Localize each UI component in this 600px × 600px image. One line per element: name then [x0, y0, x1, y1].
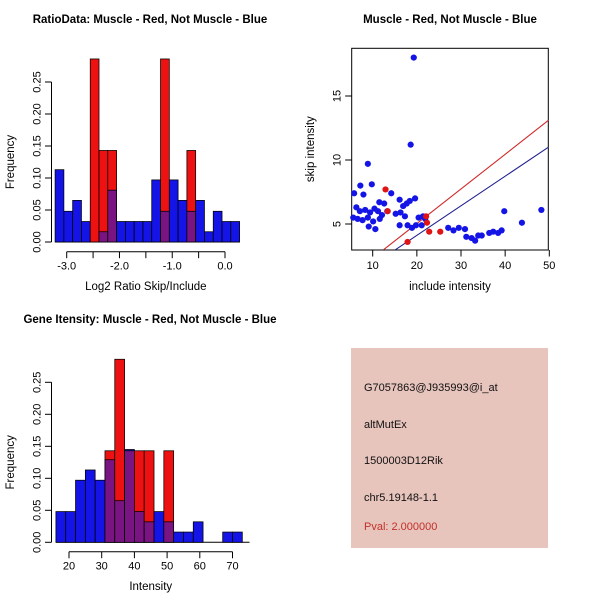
gene-histogram-title: Gene Itensity: Muscle - Red, Not Muscle - Blue: [23, 314, 277, 326]
scatter-point-blue: [351, 190, 357, 196]
scatter-point-blue: [377, 216, 383, 222]
y-tick-label: 10: [331, 153, 344, 167]
hist-bar-blue: [233, 532, 243, 542]
scatter-point-blue: [499, 227, 505, 233]
scatter-point-blue: [400, 203, 406, 209]
hist-bar-blue: [134, 222, 143, 242]
intensity-scatter: [300, 0, 600, 300]
x-tick-label: -1.0: [162, 260, 182, 273]
y-tick-label: 0.05: [31, 499, 44, 522]
hist-bar-blue: [85, 470, 95, 542]
scatter-point-blue: [501, 208, 507, 214]
hist-bar-blue: [222, 222, 231, 242]
scatter-point-blue: [366, 223, 372, 229]
scatter-point-blue: [456, 225, 462, 231]
y-tick-label: 0.00: [31, 531, 44, 554]
scatter-point-red: [385, 208, 391, 214]
x-tick-label: -3.0: [57, 260, 77, 273]
scatter-point-blue: [359, 217, 365, 223]
scatter-point-blue: [360, 191, 366, 197]
probe-id-text: G7057863@J935993@i_at: [364, 382, 498, 394]
x-tick-label: 60: [193, 560, 206, 573]
y-tick-label: 0.15: [31, 135, 44, 157]
hist-bar-blue: [223, 532, 233, 542]
hist-bar-blue: [193, 522, 203, 542]
y-tick-label: 5: [331, 220, 344, 228]
scatter-point-blue: [479, 232, 485, 238]
y-tick-label: 0.05: [31, 199, 44, 221]
x-tick-label: 70: [226, 560, 239, 573]
hist-bar-overlap: [161, 211, 170, 242]
gene-intensity-histogram: [0, 300, 300, 600]
hist-bar-blue: [125, 222, 134, 242]
hist-bar-overlap: [134, 512, 144, 543]
scatter-point-blue: [411, 55, 417, 61]
hist-bar-overlap: [164, 522, 174, 542]
hist-bar-blue: [183, 532, 193, 542]
hist-bar-blue: [213, 211, 222, 242]
scatter-point-blue: [407, 198, 413, 204]
y-tick-label: 0.15: [31, 435, 44, 458]
hist-bar-blue: [81, 222, 90, 242]
hist-bar-blue: [143, 222, 152, 242]
scatter-point-red: [426, 229, 432, 235]
x-tick-label: 40: [499, 260, 512, 272]
x-tick-label: 20: [410, 260, 423, 272]
x-tick-label: 0.0: [217, 260, 233, 273]
fit-line-blue: [396, 147, 549, 249]
hist-bar-blue: [154, 512, 164, 543]
y-tick-label: 15: [331, 89, 344, 103]
scatter-point-blue: [419, 222, 425, 228]
scatter-point-red: [382, 186, 388, 192]
pval-text: Pval: 2.000000: [364, 521, 438, 533]
x-axis-label: Intensity: [129, 581, 173, 593]
x-axis-label: include intensity: [409, 281, 491, 293]
x-tick-label: 20: [62, 560, 76, 573]
hist-bar-blue: [66, 512, 76, 543]
y-tick-label: 0.10: [31, 167, 44, 189]
y-tick-label: 0.25: [31, 71, 44, 93]
scatter-point-red: [437, 229, 443, 235]
hist-bar-blue: [55, 170, 64, 242]
x-tick-label: 50: [543, 260, 556, 272]
hist-bar-blue: [169, 180, 178, 242]
scatter-point-red: [423, 213, 429, 219]
hist-bar-blue: [56, 512, 66, 543]
hist-bar-overlap: [99, 232, 108, 242]
scatter-point-blue: [463, 234, 469, 240]
scatter-point-blue: [357, 183, 363, 189]
hist-bar-overlap: [187, 211, 196, 242]
x-tick-label: 40: [128, 560, 141, 573]
scatter-point-blue: [388, 190, 394, 196]
hist-bar-red: [99, 150, 108, 242]
y-axis-label: Frequency: [5, 435, 17, 490]
y-tick-label: 0.20: [31, 403, 44, 426]
x-tick-label: 30: [454, 260, 468, 272]
hist-bar-blue: [95, 480, 105, 542]
scatter-point-blue: [369, 181, 375, 187]
hist-bar-blue: [204, 232, 213, 242]
scatter-point-blue: [372, 226, 378, 232]
x-axis-label: Log2 Ratio Skip/Include: [85, 281, 207, 293]
scatter-point-blue: [365, 215, 371, 221]
scatter-point-blue: [397, 222, 403, 228]
hist-bar-overlap: [125, 451, 135, 543]
hist-bar-blue: [64, 211, 73, 242]
ratio-histogram-title: RatioData: Muscle - Red, Not Muscle - Blue: [32, 14, 268, 26]
y-axis-label: Frequency: [5, 134, 17, 190]
x-tick-label: -2.0: [109, 260, 129, 273]
gene-info-panel: [351, 348, 548, 548]
scatter-point-blue: [519, 220, 525, 226]
hist-bar-blue: [73, 200, 82, 242]
scatter-point-blue: [365, 161, 371, 167]
hist-bar-overlap: [115, 501, 125, 543]
ratio-histogram: [0, 0, 300, 300]
scatter-point-blue: [450, 227, 456, 233]
x-tick-label: 10: [366, 260, 379, 272]
scatter-point-blue: [357, 208, 363, 214]
scatter-point-blue: [397, 197, 403, 203]
scatter-point-blue: [445, 225, 451, 231]
y-tick-label: 0.25: [31, 371, 44, 394]
hist-bar-blue: [196, 200, 205, 242]
scatter-point-red: [404, 239, 410, 245]
y-axis-label: skip intensity: [305, 116, 317, 183]
y-tick-label: 0.00: [31, 231, 44, 253]
hist-bar-blue: [76, 480, 86, 542]
scatter-point-blue: [413, 222, 419, 228]
scatter-point-blue: [381, 200, 387, 206]
scatter-point-blue: [462, 226, 468, 232]
hist-bar-blue: [231, 222, 240, 242]
hist-bar-blue: [174, 532, 184, 542]
scatter-title: Muscle - Red, Not Muscle - Blue: [363, 14, 537, 26]
scatter-point-red: [424, 220, 430, 226]
scatter-point-blue: [412, 195, 418, 201]
y-tick-label: 0.10: [31, 467, 44, 490]
x-tick-label: 30: [95, 560, 108, 573]
y-tick-label: 0.20: [31, 103, 44, 125]
location-text: chr5.19148-1.1: [364, 492, 438, 504]
scatter-point-blue: [370, 218, 376, 224]
hist-bar-overlap: [144, 522, 154, 542]
hist-bar-overlap: [108, 190, 117, 242]
hist-bar-blue: [152, 180, 161, 242]
hist-bar-overlap: [105, 460, 115, 543]
gene-symbol-text: 1500003D12Rik: [364, 455, 443, 467]
scatter-point-blue: [538, 207, 544, 213]
x-tick-label: 50: [160, 560, 174, 573]
hist-bar-red: [90, 59, 99, 242]
event-type-text: altMutEx: [364, 419, 407, 431]
scatter-point-blue: [402, 213, 408, 219]
scatter-point-blue: [408, 142, 414, 148]
hist-bar-blue: [117, 222, 126, 242]
hist-bar-blue: [178, 200, 187, 242]
